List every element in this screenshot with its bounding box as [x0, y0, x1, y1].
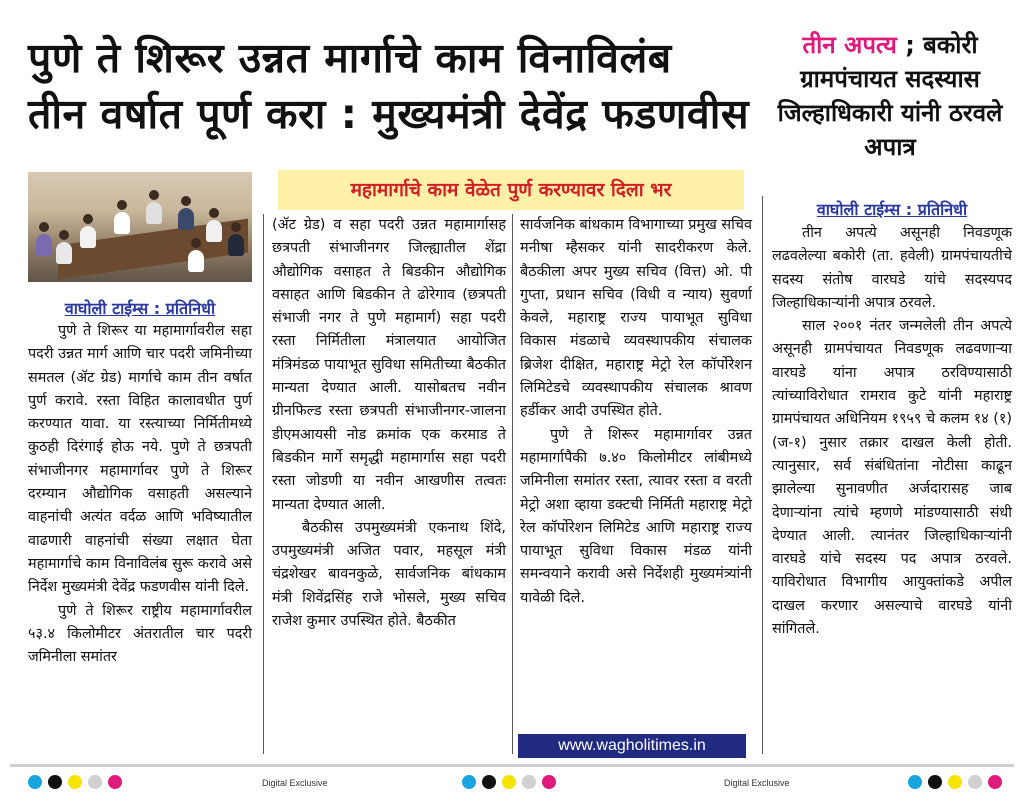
main-byline: वाघोली टाईम्स : प्रतिनिधी [64, 299, 216, 318]
cyan-dot [28, 775, 42, 789]
subheadline-banner: महामार्गाचे काम वेळेत पुर्ण करण्यावर दिला भर [278, 170, 744, 210]
magenta-dot [108, 775, 122, 789]
meeting-photo [28, 172, 252, 282]
column-divider [762, 196, 763, 754]
paragraph: पुणे ते शिरूर महामार्गावर उन्नत महामार्गापैकी ७.४० किलोमीटर लांबीमध्ये जमिनीला समांतर रस्ता, त्यावर रस्ता व वरती मेट्रो अशा व्हाया डक्टची निर्मिती महाराष्ट्र मेट्रो रेल कॉर्पोरेशन लिमिटेड आणि महाराष्ट्र राज्य पायाभूत सुविधा विकास मंडळ यांनी समन्वयाने करावी असे निर्देशही मुख्यमंत्र्यांनी यावेळी दिले. [520, 426, 752, 606]
grey-dot [522, 775, 536, 789]
black-dot [48, 775, 62, 789]
black-dot [928, 775, 942, 789]
color-registration-dots [28, 775, 122, 791]
color-registration-dots [462, 775, 556, 791]
website-banner: www.wagholitimes.in [518, 734, 746, 758]
paragraph: बैठकीस उपमुख्यमंत्री एकनाथ शिंदे, उपमुख्यमंत्री अजित पवार, महसूल मंत्री चंद्रशेखर बावनकुळे, सार्वजनिक बांधकाम मंत्री शिवेंद्रसिंह राजे भोसले, मुख्य सचिव राजेश कुमार उपस्थित होते. बैठकीत [272, 519, 506, 630]
headline-line-2: तीन वर्षात पूर्ण करा : मुख्यमंत्री देवेंद्र फडणवीस [28, 90, 750, 138]
headline-line-1: पुणे ते शिरूर उन्नत मार्गाचे काम विनाविलंब [28, 34, 672, 82]
side-article [772, 222, 1012, 641]
grey-dot [968, 775, 982, 789]
article-column-1 [28, 320, 252, 669]
yellow-dot [948, 775, 962, 789]
paragraph: सार्वजनिक बांधकाम विभागाच्या प्रमुख सचिव मनीषा म्हैसकर यांनी सादरीकरण केले. बैठकीला अपर मुख्य सचिव (वित्त) ओ. पी गुप्ता, प्रधान सचिव (विधी व न्याय) सुवर्णा केवले, महाराष्ट्र राज्य पायाभूत सुविधा विकास मंडळाचे व्यवस्थापकीय संचालक ब्रिजेश दीक्षित, महाराष्ट्र मेट्रो रेल कॉर्पोरेशन लिमिटेडचे व्यवस्थापकीय संचालक श्रावण हर्डीकर आदी उपस्थित होते. [520, 217, 752, 420]
footer-label-left: Digital Exclusive [262, 778, 328, 788]
article-column-2 [272, 214, 506, 633]
magenta-dot [988, 775, 1002, 789]
side-headline-highlight: तीन अपत्य [802, 31, 897, 59]
magenta-dot [542, 775, 556, 789]
grey-dot [88, 775, 102, 789]
column-divider [512, 214, 513, 754]
black-dot [482, 775, 496, 789]
side-headline-text: ; बकोरी ग्रामपंचायत सदस्यास जिल्हाधिकारी यांनी ठरवले अपात्र [777, 31, 1003, 161]
article-column-3 [520, 214, 752, 610]
paragraph: तीन अपत्ये असूनही निवडणूक लढवलेल्या बकोरी (ता. हवेली) ग्रामपंचायतीचे सदस्य संतोष वारघडे यांचे सदस्यपद जिल्हाधिकाऱ्यांनी अपात्र ठरवले. [772, 225, 1012, 311]
yellow-dot [502, 775, 516, 789]
paragraph: पुणे ते शिरूर या महामार्गावरील सहा पदरी उन्नत मार्ग आणि चार पदरी जमिनीच्या समतल (ॲट ग्रेड) मार्गाचे काम तीन वर्षात पुर्ण करावे. रस्ता विहित कालावधीत पुर्ण करण्यात यावा. या रस्त्याच्या निर्मितीमध्ये कुठही दिरंगाई होऊ नये. पुणे ते छत्रपती संभाजीनगर महामार्गावर पुणे ते शिरूर दरम्यान औद्योगिक वसाहती असल्याने वाहनांची अत्यंत वर्दळ आणि भविष्यातील वाढणारी वाहनांची संख्या लक्षात घेता महामार्गाचे काम विनाविलंब सुरू करावे असे निर्देश मुख्यमंत्री देवेंद्र फडणवीस यांनी दिले. [28, 323, 252, 596]
paragraph: पुणे ते शिरूर राष्ट्रीय महामार्गावरील ५३.४ किलोमीटर अंतरातील चार पदरी जमिनीला समांतर [28, 602, 252, 666]
column-divider [263, 214, 264, 754]
yellow-dot [68, 775, 82, 789]
cyan-dot [462, 775, 476, 789]
main-headline [28, 30, 758, 142]
footer-label-right: Digital Exclusive [724, 778, 790, 788]
cyan-dot [908, 775, 922, 789]
paragraph: साल २००१ नंतर जन्मलेली तीन अपत्ये असूनही ग्रामपंचायत निवडणूक लढवणाऱ्या वारघडे यांना अपात्र ठरविण्यासाठी त्यांच्याविरोधात रामराव कुटे यांनी महाराष्ट्र ग्रामपंचायत अधिनियम १९५९ चे कलम १४ (१) (ज-१) नुसार तक्रार दाखल केली होती. त्यानुसार, सर्व संबंधितांना नोटीसा काढून झालेल्या सुनावणीत अर्जदारासह जाब देणाऱ्यांना त्यांचे म्हणणे मांडण्यासाठी संधी देण्यात आली. त्यानंतर जिल्हाधिकाऱ्यांनी वारघडे यांचे सदस्य पद अपात्र ठरवले. याविरोधात विभागीय आयुक्तांकडे अपील दाखल करणार असल्याचे वारघडे यांनी सांगितले. [772, 318, 1012, 638]
side-byline: वाघोली टाईम्स : प्रतिनिधी [816, 200, 968, 219]
footer-rule [10, 764, 1014, 767]
paragraph: (ॲट ग्रेड) व सहा पदरी उन्नत महामार्गासह छत्रपती संभाजीनगर जिल्ह्यातील शेंद्रा औद्योगिक वसाहत ते बिडकीन औद्योगिक वसाहत आणि बिडकीन ते ढोरेगाव (छत्रपती संभाजी नगर ते पुणे महामार्ग) सहा पदरी रस्ता निर्मितीला मंत्रालयात आयोजित मंत्रिमंडळ पायाभूत सुविधा समितीच्या बैठकीत मान्यता देण्यात आली. यासोबतच नवीन ग्रीनफिल्ड रस्ता छत्रपती संभाजीनगर-जालना डीएमआयसी नोड क्रमांक एक करमाड ते बिडकीन मार्गे समृद्धी महामार्गास सहा पदरी रस्ता जोडणी या नवीन आखणीस तत्वतः मान्यता देण्यात आली. [272, 217, 506, 513]
color-registration-dots [908, 775, 1002, 791]
side-headline [765, 28, 1015, 164]
